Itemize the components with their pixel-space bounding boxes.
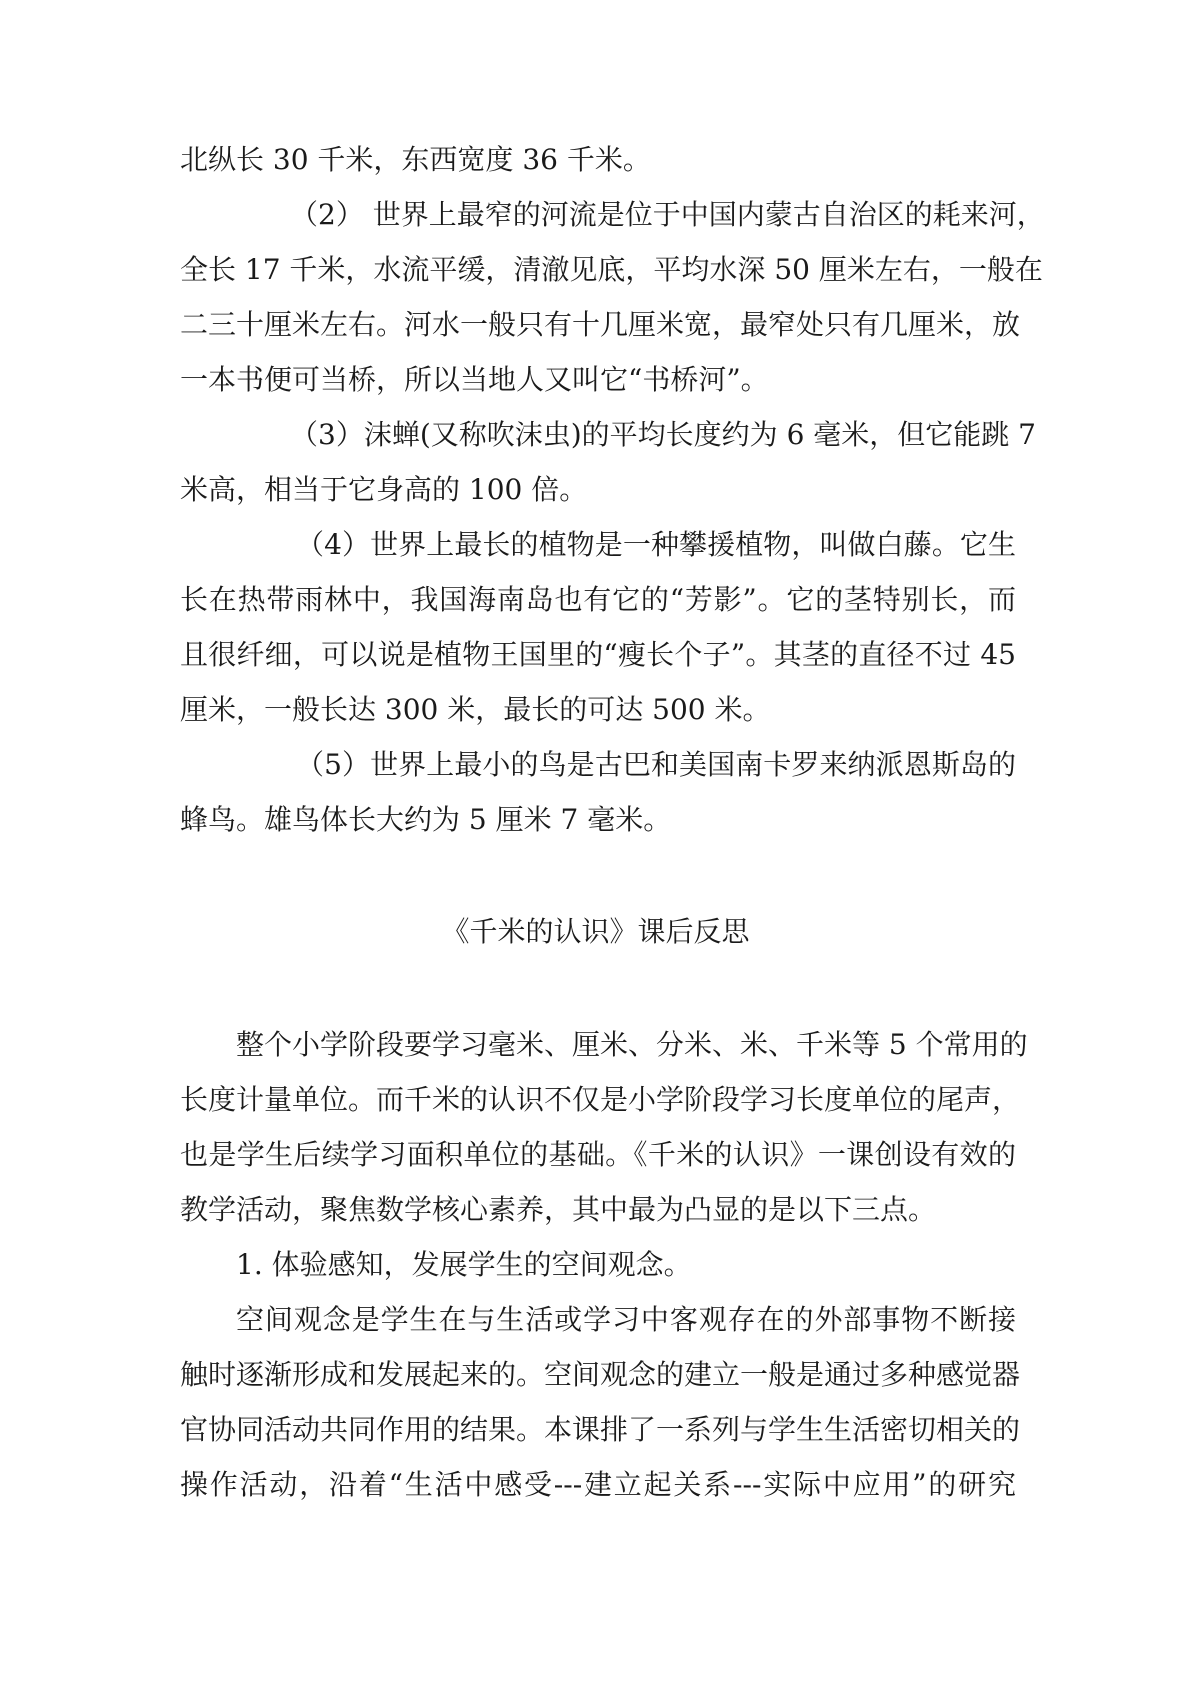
paragraph-line: 长度计量单位。而千米的认识不仅是小学阶段学习长度单位的尾声， — [180, 1083, 1021, 1116]
paragraph-line: 且很纤细，可以说是植物王国里的“瘦长个子”。其茎的直径不过 45 — [180, 638, 1016, 671]
section-title: 《千米的认识》课后反思 — [441, 915, 750, 948]
paragraph-line: 一本书便可当桥，所以当地人又叫它“书桥河”。 — [180, 363, 769, 396]
paragraph-line: （5）世界上最小的鸟是古巴和美国南卡罗来纳派恩斯岛的 — [296, 748, 1016, 781]
paragraph-line: 北纵长 30 千米，东西宽度 36 千米。 — [180, 143, 651, 176]
paragraph-line: 操作活动，沿着“生活中感受---建立起关系---实际中应用”的研究 — [180, 1468, 1016, 1501]
paragraph-line: 二三十厘米左右。河水一般只有十几厘米宽，最窄处只有几厘米，放 — [180, 308, 1021, 341]
paragraph-line: 厘米，一般长达 300 米，最长的可达 500 米。 — [180, 693, 771, 726]
paragraph-line: 长在热带雨林中，我国海南岛也有它的“芳影”。它的茎特别长，而 — [180, 583, 1016, 616]
paragraph-line: 触时逐渐形成和发展起来的。空间观念的建立一般是通过多种感觉器 — [180, 1358, 1021, 1391]
paragraph-line: 教学活动，聚焦数学核心素养，其中最为凸显的是以下三点。 — [180, 1193, 937, 1226]
paragraph-line: 全长 17 千米，水流平缓，清澈见底，平均水深 50 厘米左右，一般在 — [180, 253, 1043, 286]
paragraph-line: 米高，相当于它身高的 100 倍。 — [180, 473, 588, 506]
paragraph-line: 也是学生后续学习面积单位的基础。《千米的认识》一课创设有效的 — [180, 1138, 1016, 1171]
paragraph-line: （2） 世界上最窄的河流是位于中国内蒙古自治区的耗来河， — [290, 198, 1045, 231]
paragraph-line: （4）世界上最长的植物是一种攀援植物，叫做白藤。它生 — [296, 528, 1016, 561]
paragraph-line: 官协同活动共同作用的结果。本课排了一系列与学生生活密切相关的 — [180, 1413, 1021, 1446]
section-heading: 1. 体验感知，发展学生的空间观念。 — [236, 1248, 692, 1281]
paragraph-line: （3）沫蝉(又称吹沫虫)的平均长度约为 6 毫米，但它能跳 7 — [290, 418, 1036, 451]
paragraph-line: 空间观念是学生在与生活或学习中客观存在的外部事物不断接 — [236, 1303, 1016, 1336]
paragraph-line: 蜂鸟。雄鸟体长大约为 5 厘米 7 毫米。 — [180, 803, 672, 836]
paragraph-line: 整个小学阶段要学习毫米、厘米、分米、米、千米等 5 个常用的 — [236, 1028, 1028, 1061]
